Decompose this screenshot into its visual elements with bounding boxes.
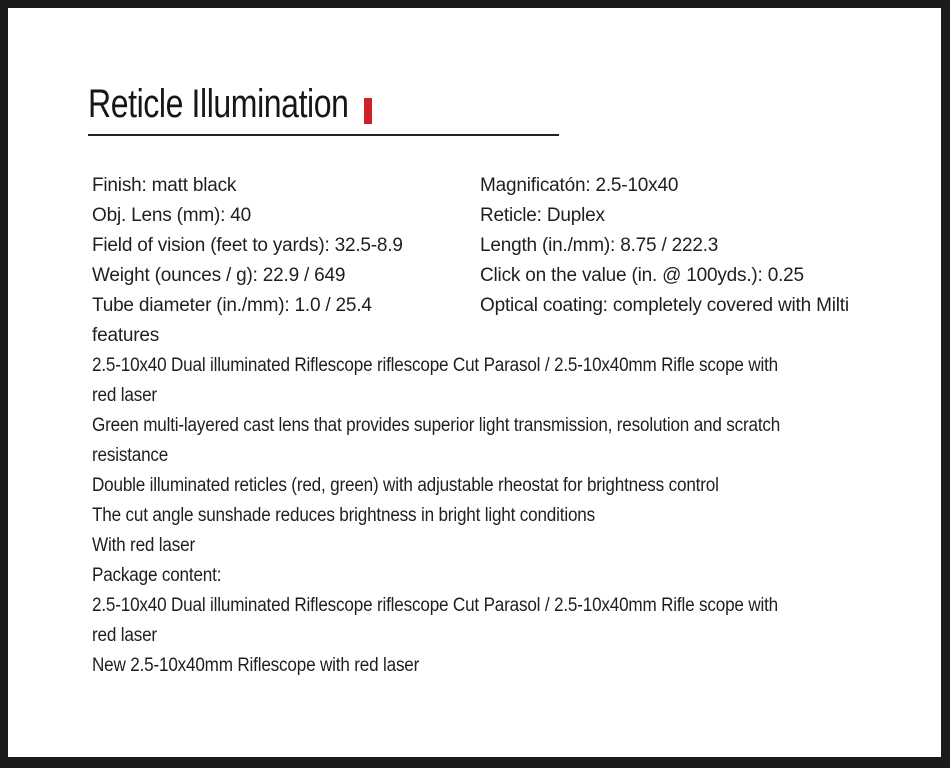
description-line: New 2.5-10x40mm Riflescope with red laser xyxy=(92,655,420,676)
spec-reticle: Reticle: Duplex xyxy=(480,205,605,226)
description-line: resistance xyxy=(92,445,169,466)
description-line: With red laser xyxy=(92,535,195,556)
description-line: Double illuminated reticles (red, green) with adjustable rheostat for brightness control xyxy=(92,475,719,496)
spec-field-of-vision: Field of vision (feet to yards): 32.5-8.9 xyxy=(92,235,403,256)
description-block xyxy=(92,351,922,681)
description-line: 2.5-10x40 Dual illuminated Riflescope riflescope Cut Parasol / 2.5-10x40mm Rifle scope with xyxy=(92,595,779,616)
spec-length: Length (in./mm): 8.75 / 222.3 xyxy=(480,235,719,256)
spec-magnification: Magnificatón: 2.5-10x40 xyxy=(480,175,679,196)
description-line: The cut angle sunshade reduces brightness in bright light conditions xyxy=(92,505,595,526)
description-line: Package content: xyxy=(92,565,222,586)
spec-optical-coating: Optical coating: completely covered with Milti xyxy=(480,295,849,316)
specs-right-column xyxy=(480,171,922,321)
red-accent-bar xyxy=(364,98,372,124)
specs-left-column xyxy=(92,171,480,321)
spec-weight: Weight (ounces / g): 22.9 / 649 xyxy=(92,265,346,286)
page-title-text: Reticle Illumination xyxy=(88,82,349,126)
spec-tube-diameter: Tube diameter (in./mm): 1.0 / 25.4 xyxy=(92,295,372,316)
description-line: red laser xyxy=(92,385,157,406)
title-underline xyxy=(88,134,559,136)
product-details xyxy=(92,171,922,681)
description-line: red laser xyxy=(92,625,157,646)
spec-overflow-features: features xyxy=(92,325,160,346)
spec-click-value: Click on the value (in. @ 100yds.): 0.25 xyxy=(480,265,804,286)
spec-obj-lens: Obj. Lens (mm): 40 xyxy=(92,205,252,226)
specs-table xyxy=(92,171,922,321)
description-line: 2.5-10x40 Dual illuminated Riflescope riflescope Cut Parasol / 2.5-10x40mm Rifle scope with xyxy=(92,355,779,376)
spec-finish: Finish: matt black xyxy=(92,175,237,196)
description-line: Green multi-layered cast lens that provides superior light transmission, resolution and scratch xyxy=(92,415,781,436)
